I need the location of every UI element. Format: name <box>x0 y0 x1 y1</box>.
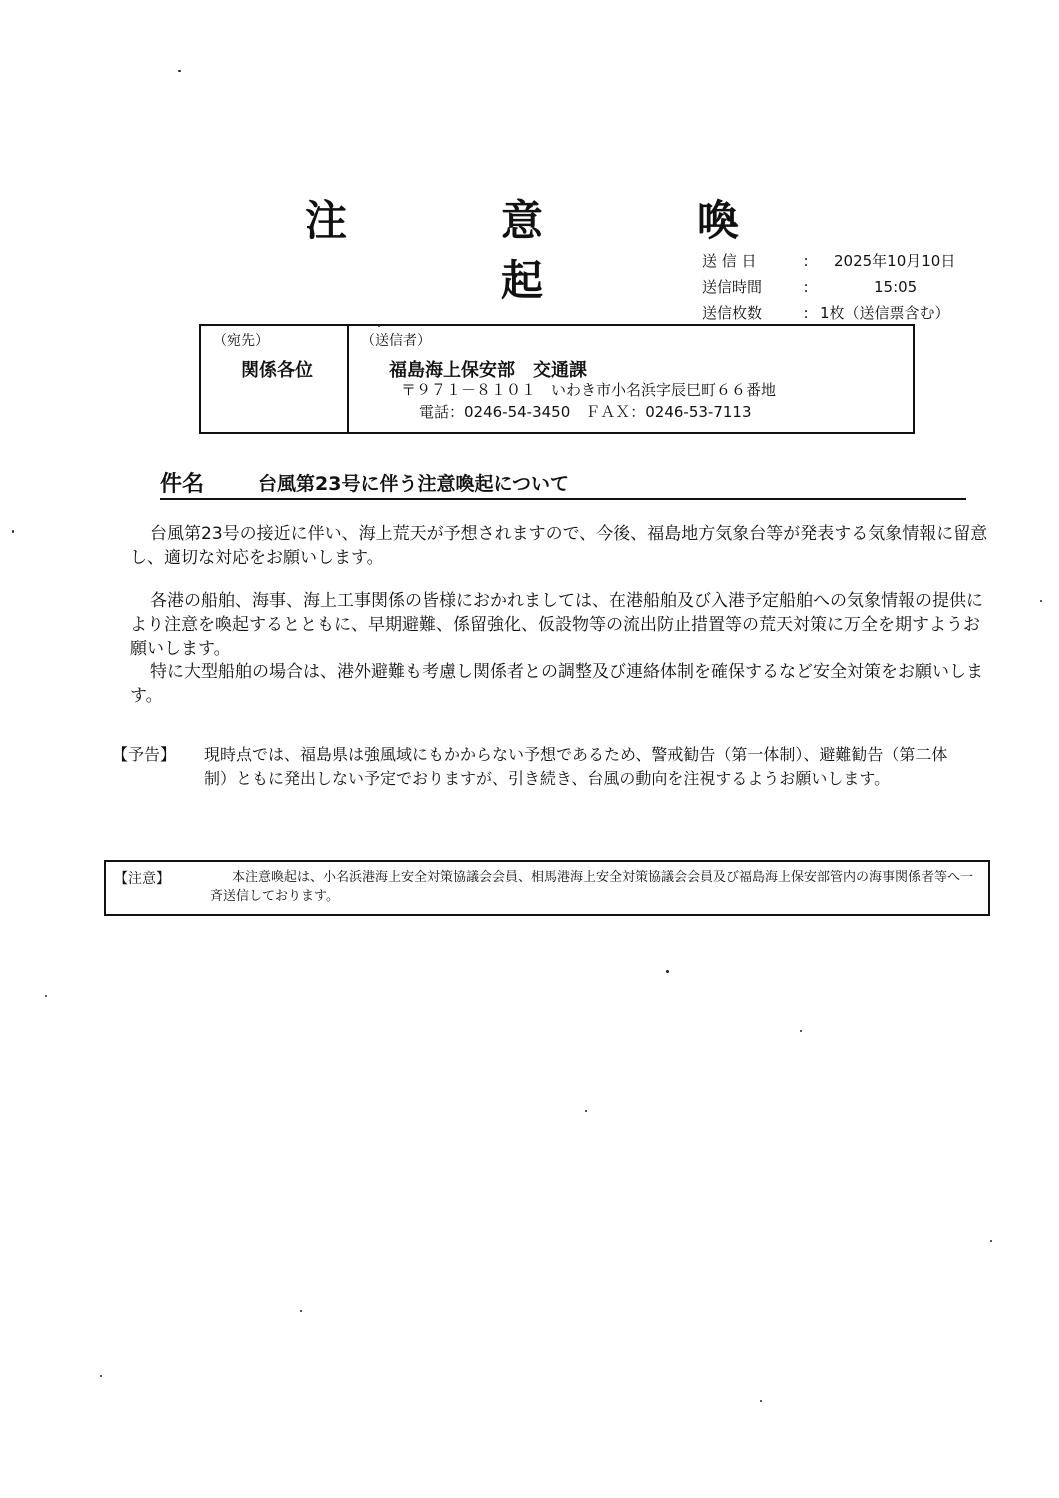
scan-speck <box>300 1310 302 1312</box>
forecast-label: 【予告】 <box>112 745 177 764</box>
scan-speck <box>585 1110 587 1112</box>
colon: : <box>803 252 809 270</box>
colon: : <box>803 304 809 322</box>
note-text: 本注意喚起は、小名浜港海上安全対策協議会会員、相馬港海上安全対策協議会会員及び福島海上保安部管内の海事関係者等へ一斉送信しております。 <box>210 870 974 904</box>
subject-text: 台風第23号に伴う注意喚起について <box>258 473 570 495</box>
recipient-value: 関係各位 <box>241 360 313 381</box>
scan-speck <box>378 325 380 327</box>
send-date-row <box>702 248 1002 274</box>
note-label: 【注意】 <box>114 871 170 887</box>
scan-speck <box>100 1375 102 1377</box>
recipient-cell <box>201 326 349 432</box>
send-time-label: 送信時間 <box>702 278 763 296</box>
page-count-value: 1枚（送信票含む） <box>820 304 950 322</box>
scan-speck <box>666 970 669 973</box>
scan-speck <box>178 70 181 72</box>
sender-label: （送信者） <box>361 333 431 349</box>
send-time-value: 15:05 <box>874 278 918 296</box>
body-paragraph-3: 特に大型船舶の場合は、港外避難も考慮し関係者との調整及び連絡体制を確保するなど安全対策をお願いします。 <box>130 662 983 706</box>
sender-cell <box>349 326 913 432</box>
forecast-text: 現時点では、福島県は強風域にもかからない予想であるため、警戒勧告（第一体制）、避難勧告（第二体制）ともに発出しない予定でおりますが、引き続き、台風の動向を注視するようお願いします。 <box>204 745 948 788</box>
document-title: 注 意 喚 起 <box>304 196 894 305</box>
body-paragraph-2: 各港の船舶、海事、海上工事関係の皆様におかれましては、在港船舶及び入港予定船舶への気象情報の提供により注意を喚起するとともに、早期避難、係留強化、仮設物等の流出防止措置等の荒天対策に万全を期すようお願いします。 <box>130 591 983 659</box>
scan-speck <box>760 1400 762 1402</box>
send-time-row <box>702 274 1002 300</box>
colon: : <box>803 278 809 296</box>
scan-speck <box>1040 600 1042 602</box>
note-box <box>104 860 990 916</box>
send-date-label: 送 信 日 <box>702 252 757 270</box>
sender-address: 〒９７１－８１０１ いわき市小名浜字辰巳町６６番地 <box>401 381 777 399</box>
sender-organization: 福島海上保安部 交通課 <box>389 360 587 381</box>
send-date-value: 2025年10月10日 <box>834 252 956 270</box>
forecast-notice <box>112 743 962 791</box>
scan-speck <box>990 1240 992 1242</box>
page-count-label: 送信枚数 <box>702 304 763 322</box>
body-paragraph-1: 台風第23号の接近に伴い、海上荒天が予想されますので、今後、福島地方気象台等が発表する気象情報に留意し、適切な対応をお願いします。 <box>130 524 988 568</box>
scan-speck <box>12 530 14 533</box>
address-box <box>199 324 915 434</box>
subject-line <box>160 468 966 500</box>
recipient-label: （宛先） <box>213 333 269 349</box>
scan-speck <box>45 995 47 997</box>
note-text-wrapper <box>210 862 988 914</box>
scan-speck <box>800 1030 802 1032</box>
transmission-info <box>702 248 1002 326</box>
page-count-row <box>702 300 1002 326</box>
subject-label: 件名 <box>160 472 205 497</box>
sender-contact: 電話：0246-54-3450 ＦＡＸ：0246-53-7113 <box>419 403 752 421</box>
